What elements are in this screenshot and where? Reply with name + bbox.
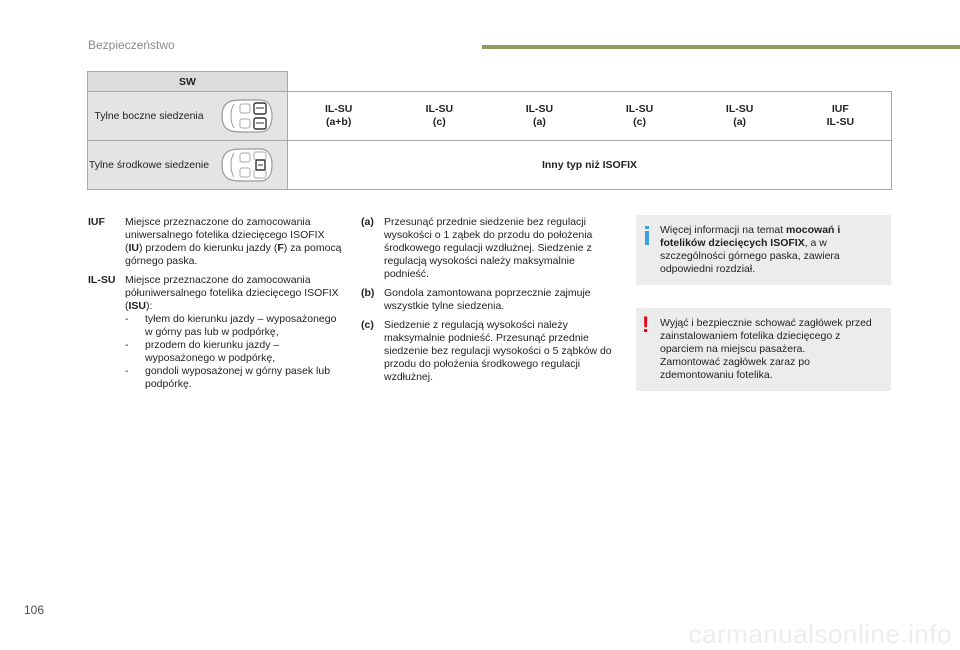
sw-header: SW: [88, 72, 288, 92]
isofix-table: [87, 71, 892, 190]
note-a: (a) Przesunąć przednie siedzenie bez regulacji wysokości o 1 ząbek do przodu do położenia środkowego regulacji wzdłużnej. Siedzenie z regulacją wysokości należy maksymalnie podnieść.: [361, 216, 593, 280]
definitions-column: [88, 216, 344, 397]
warning-box: ! Wyjąć i bezpiecznie schować zagłówek przed zainstalowaniem fotelika dziecięcego z oparciem na miejscu pasażera. Zamontować zagłówek zaraz po zdemontowaniu fotelika.: [636, 308, 891, 391]
value-cell: IUF IL-SU: [790, 92, 892, 141]
table-row: [88, 141, 892, 190]
section-title: Bezpieczeństwo: [88, 38, 175, 52]
note-c: (c) Siedzenie z regulacją wysokości należy maksymalnie podnieść. Przesunąć przednie siedzenie bez regulacji wysokości o 5 ząbków do przodu do położenia środkowego regulacji wzdłużnej.: [361, 319, 612, 383]
list-item: - tyłem do kierunku jazdy – wyposażonego w górny pas lub w podpórkę,: [125, 313, 337, 338]
notes-column: [361, 216, 621, 390]
note-b: (b) Gondola zamontowana poprzecznie zajmuje wszystkie tylne siedzenia.: [361, 287, 591, 312]
header-accent-bar: [482, 45, 960, 49]
car-rear-middle-seat-icon: [216, 145, 276, 185]
wide-value-cell: Inny typ niż ISOFIX: [288, 141, 892, 190]
definition-il-su: IL-SU Miejsce przeznaczone do zamocowania półuniwersalnego fotelika dziecięcego ISOFIX (ISU): - tyłem do kierunku jazdy – wyposażonego w górny pas lub w podpórkę, - przodem do kierunku jazdy – wyposażonego w podpórkę, - gondoli wyposażonej w górny pasek lub podpórkę.: [88, 274, 344, 391]
info-box: Więcej informacji na temat mocowań i fotelików dziecięcych ISOFIX, a w szczególności górnego paska, zawiera odpowiedni rozdział.: [636, 215, 891, 285]
value-cell: IL-SU (c): [389, 92, 489, 141]
page-number: 106: [24, 603, 45, 617]
list-item: - gondoli wyposażonej w górny pasek lub podpórkę.: [125, 365, 331, 390]
value-cell: IL-SU (a): [690, 92, 790, 141]
value-cell: IL-SU (c): [589, 92, 689, 141]
value-cell: IL-SU (a): [489, 92, 589, 141]
info-icon: [644, 226, 649, 245]
row-label: Tylne środkowe siedzenie: [88, 158, 210, 171]
value-cell: IL-SU (a+b): [288, 92, 390, 141]
watermark: carmanualsonline.info: [688, 619, 952, 649]
table-row: [88, 92, 892, 141]
warning-icon: !: [642, 312, 650, 337]
definition-iuf: IUF Miejsce przeznaczone do zamocowania uniwersalnego fotelika dziecięcego ISOFIX (IU) przodem do kierunku jazdy (F) za pomocą górnego paska.: [88, 216, 342, 267]
list-item: - przodem do kierunku jazdy – wyposażonego w podpórkę,: [125, 339, 280, 364]
car-rear-side-seats-icon: [216, 96, 276, 136]
row-label: Tylne boczne siedzenia: [94, 109, 204, 122]
